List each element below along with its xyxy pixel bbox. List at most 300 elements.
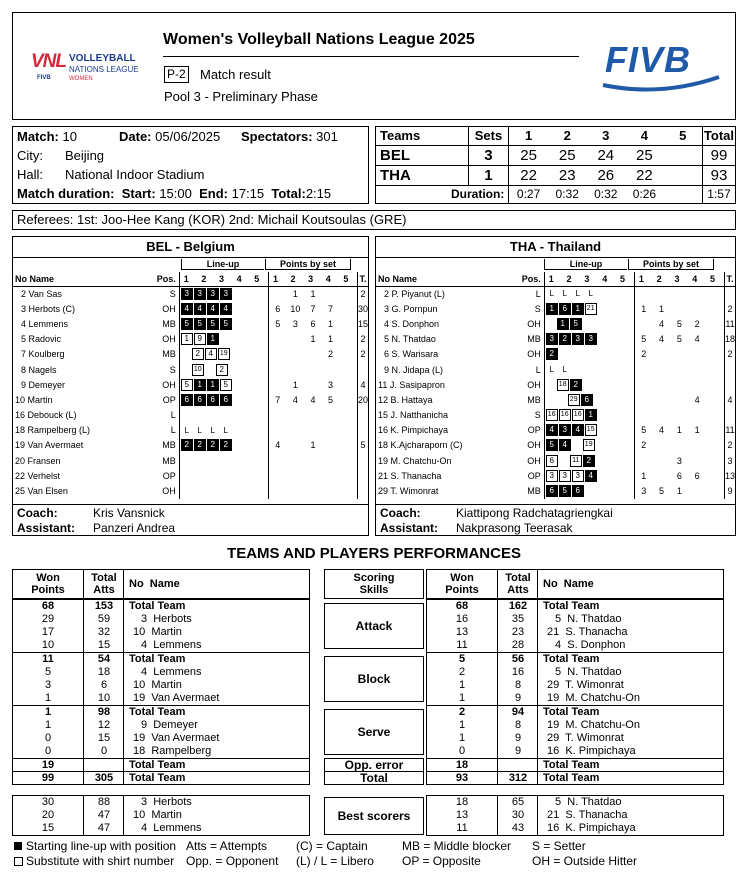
set-points	[339, 453, 357, 468]
set-points	[339, 301, 357, 316]
set-points	[634, 453, 652, 468]
col-divider	[497, 772, 498, 784]
player-name: 15 J. Natthanicha	[378, 410, 449, 421]
col-divider	[537, 759, 538, 771]
lineup-cells	[544, 316, 634, 331]
set-points	[706, 362, 724, 377]
fivb-logo-text: FIVB	[605, 39, 692, 80]
set-points: 5	[328, 394, 334, 405]
set-points: 2	[634, 438, 652, 453]
lineup-mark: 5	[220, 379, 232, 391]
set-points	[339, 316, 357, 331]
player-pos: MB	[162, 318, 176, 329]
set-points: 3	[676, 455, 682, 466]
player-name: 4 S. Donphon	[384, 318, 440, 329]
starter-position: 1	[207, 333, 219, 345]
set-points	[688, 483, 706, 498]
set-points	[268, 483, 286, 498]
lineup-cells	[179, 377, 268, 392]
scoring-skill: Opp. error	[324, 758, 424, 772]
col-divider	[497, 570, 498, 598]
header-won-l1: Won	[450, 572, 474, 584]
set-points: 1	[634, 468, 652, 483]
score-header-set2: 2	[548, 127, 587, 145]
col-pos: Pos.	[509, 272, 544, 286]
set-points: 6	[268, 301, 286, 316]
col-divider	[83, 570, 84, 598]
lineup-cells	[544, 392, 634, 407]
won-points: 0	[44, 745, 52, 757]
perf-row	[13, 732, 309, 745]
set-points: 1	[676, 486, 682, 497]
won-points: 3	[44, 679, 52, 691]
player-name: 16 K. Pimpichaya	[547, 745, 636, 757]
starter-position: 3	[181, 288, 193, 300]
starter-position: 2	[194, 439, 206, 451]
set-points	[653, 347, 671, 362]
date-label: Date:	[119, 129, 152, 144]
score-set	[664, 165, 703, 185]
perf-row	[427, 822, 723, 835]
performances-section	[12, 569, 736, 833]
col-divider	[537, 772, 538, 784]
player-row	[376, 453, 735, 468]
score-box	[375, 126, 736, 204]
player-total: 2	[357, 286, 368, 301]
perf-row	[13, 772, 309, 785]
player-name: 3 Herbots	[141, 796, 192, 808]
player-total: 13	[724, 468, 735, 483]
col-set-lineup: 1	[179, 272, 197, 286]
coach-row-bel	[13, 504, 368, 521]
set-points	[634, 316, 652, 331]
starter-position: 5	[546, 439, 558, 451]
lineup-cells	[179, 453, 268, 468]
won-points: 1	[458, 719, 466, 731]
set-points	[706, 316, 724, 331]
start-value: 15:00	[159, 186, 192, 201]
total-atts: 88	[97, 796, 111, 808]
scoring-skill: Attack	[324, 603, 424, 649]
set-points: 4	[310, 394, 316, 405]
set-points	[706, 332, 724, 347]
set-duration	[664, 185, 703, 203]
set-duration: 0:32	[594, 187, 618, 202]
player-name: 18 K.Ajcharaporn (C)	[378, 440, 463, 451]
player-pos: L	[535, 364, 541, 375]
player-pos: OP	[527, 470, 541, 481]
player-row	[376, 347, 735, 362]
total-atts: 23	[511, 626, 525, 638]
player-name: Total Team	[129, 653, 186, 665]
set-points: 3	[328, 379, 334, 390]
player-total: 11	[724, 316, 735, 331]
perf-team-block	[12, 771, 310, 785]
legend-item: MB = Middle blocker	[402, 839, 512, 853]
set-points	[287, 362, 305, 377]
lineup-mark: L	[549, 289, 554, 299]
won-points: 16	[455, 613, 469, 625]
player-name: Total Team	[543, 653, 600, 665]
set-points	[287, 468, 305, 483]
score-set	[664, 145, 703, 165]
set-points	[268, 332, 286, 347]
lineup-cells	[544, 453, 634, 468]
scoring-skill: Block	[324, 656, 424, 702]
set-points	[706, 392, 724, 407]
starter-position: 3	[572, 333, 584, 345]
col-divider	[123, 653, 124, 705]
player-pos: OH	[162, 303, 176, 314]
starter-position: 1	[546, 303, 558, 315]
lineup-mark: 16	[572, 409, 584, 421]
player-total: 11	[724, 423, 735, 438]
lineup-mark	[572, 440, 582, 450]
starter-position: 5	[194, 318, 206, 330]
set-points: 4	[694, 394, 700, 405]
player-name: Total Team	[543, 772, 600, 784]
assistant-name: Panzeri Andrea	[93, 521, 176, 535]
legend	[12, 839, 736, 869]
set-points: 5	[268, 316, 286, 331]
player-name: 29 T. Wimonrat	[547, 732, 624, 744]
col-no-name: No Name	[376, 272, 509, 286]
lineup-mark: 29	[568, 394, 580, 406]
set-points	[268, 362, 286, 377]
player-name: 21 S. Thanacha	[547, 809, 628, 821]
lineup-cells	[179, 332, 268, 347]
lineup-mark: 11	[570, 455, 582, 467]
score-total: 99	[702, 145, 735, 165]
total-atts: 12	[97, 719, 111, 731]
set-points	[706, 408, 724, 423]
won-points: 11	[42, 653, 54, 665]
legend-item: OP = Opposite	[402, 854, 481, 868]
set-points	[634, 377, 652, 392]
score-table	[376, 127, 735, 203]
match-duration-total: 1:57	[707, 187, 731, 202]
set-points	[634, 408, 652, 423]
assistant-label: Assistant:	[17, 521, 76, 535]
starter-position: 4	[546, 424, 558, 436]
player-row	[376, 468, 735, 483]
set-points	[339, 377, 357, 392]
player-pos: OH	[527, 349, 541, 360]
won-points: 17	[41, 626, 55, 638]
starter-position: 5	[570, 318, 582, 330]
total-atts: 35	[511, 613, 525, 625]
col-divider	[537, 600, 538, 652]
starter-position: 5	[559, 485, 571, 497]
score-header-teams: Teams	[376, 127, 468, 145]
set-points	[322, 483, 340, 498]
set-points: 1	[676, 425, 682, 436]
won-points: 1	[458, 732, 466, 744]
vnl-logo-fivb: FIVB	[37, 75, 51, 81]
set-points: 1	[659, 303, 665, 314]
player-total	[357, 362, 368, 377]
header-won-l2: Points	[445, 584, 479, 596]
set-points	[670, 408, 688, 423]
set-points	[339, 483, 357, 498]
set-points	[688, 438, 706, 453]
col-set-points: 1	[268, 272, 286, 286]
perf-row	[427, 613, 723, 626]
set-points	[688, 286, 706, 301]
set-points	[322, 408, 340, 423]
player-name: 19 M. Chatchu-On	[547, 692, 640, 704]
lineup-mark: 4	[205, 348, 217, 360]
perf-row	[427, 719, 723, 732]
col-divider	[497, 796, 498, 835]
won-points: 29	[41, 613, 55, 625]
set-points	[339, 408, 357, 423]
set-points	[304, 423, 322, 438]
header-box	[12, 12, 736, 120]
lineup-cells	[544, 408, 634, 423]
player-pos: OH	[162, 334, 176, 345]
match-line	[17, 129, 77, 144]
set-points	[706, 468, 724, 483]
col-set-points: 5	[339, 272, 357, 286]
won-points: 5	[44, 666, 52, 678]
set-points: 1	[328, 318, 334, 329]
total-atts: 16	[511, 666, 525, 678]
set-points	[304, 362, 322, 377]
player-total: 9	[724, 483, 735, 498]
won-points: 20	[41, 809, 55, 821]
total-atts: 9	[514, 692, 522, 704]
lineup-mark	[205, 365, 215, 375]
starter-position: 4	[559, 439, 571, 451]
set-points	[287, 408, 305, 423]
lineup-mark: L	[562, 364, 567, 374]
perf-row	[427, 745, 723, 758]
col-divider	[123, 796, 124, 835]
perf-team-block	[12, 705, 310, 759]
player-name: 16 K. Pimpichaya	[378, 425, 449, 436]
player-row	[13, 316, 368, 331]
lineup-mark	[546, 319, 556, 329]
start-label: Start:	[121, 186, 156, 201]
player-total: 2	[357, 347, 368, 362]
roster-group-header	[376, 258, 735, 272]
player-total: 4	[357, 377, 368, 392]
score-sets: 3	[468, 145, 509, 165]
legend-item: Starting line-up with position	[26, 839, 177, 853]
starter-position: 4	[585, 470, 597, 482]
col-set-lineup: 2	[197, 272, 215, 286]
player-total: 2	[724, 438, 735, 453]
player-total: 2	[724, 347, 735, 362]
set-points	[706, 483, 724, 498]
col-total: T.	[357, 272, 368, 286]
header-won-l1: Won	[36, 572, 60, 584]
col-divider	[497, 759, 498, 771]
set-points	[268, 286, 286, 301]
player-row	[376, 483, 735, 498]
perf-row	[13, 679, 309, 692]
roster-title-tha: THA - Thailand	[376, 237, 735, 258]
player-name: Total Team	[543, 600, 600, 612]
doc-code: P-2	[164, 66, 189, 83]
perf-row	[427, 796, 723, 809]
set-points	[304, 453, 322, 468]
lineup-mark: 16	[559, 409, 571, 421]
player-row	[376, 423, 735, 438]
total-atts: 8	[514, 679, 522, 691]
duration-label: Duration:	[376, 185, 509, 203]
player-name: 20 Fransen	[15, 455, 61, 466]
set-points	[688, 408, 706, 423]
player-name: 4 S. Donphon	[555, 639, 626, 651]
player-total	[357, 453, 368, 468]
set-points	[670, 362, 688, 377]
perf-row	[427, 732, 723, 745]
roster-table	[376, 272, 735, 499]
lineup-cells	[179, 423, 268, 438]
roster-group-header	[13, 258, 368, 272]
player-row	[13, 301, 368, 316]
lineup-mark: 2	[216, 364, 228, 376]
set-points: 2	[634, 347, 652, 362]
player-total: 5	[357, 438, 368, 453]
col-divider	[83, 706, 84, 758]
won-points: 30	[41, 796, 55, 808]
player-name: 18 Rampelberg (L)	[15, 425, 91, 436]
player-total: 18	[724, 332, 735, 347]
assistant-row-tha	[376, 520, 735, 536]
lineup-cells	[544, 468, 634, 483]
starter-position: 6	[546, 485, 558, 497]
perf-row	[427, 706, 723, 719]
player-name: 9 N. Jidapa (L)	[384, 364, 444, 375]
total-atts: 162	[508, 600, 528, 612]
col-set-lineup: 3	[215, 272, 233, 286]
perf-row	[13, 666, 309, 679]
starter-position: 2	[546, 348, 558, 360]
player-name: 5 Radovic	[21, 334, 62, 345]
player-pos: MB	[527, 394, 541, 405]
starter-position: 6	[220, 394, 232, 406]
lineup-cells	[544, 362, 634, 377]
header-won	[427, 572, 497, 596]
header-atts	[499, 572, 537, 596]
perf-team-block	[12, 599, 310, 653]
score-set: 26	[587, 165, 626, 185]
set-points: 7	[268, 392, 286, 407]
col-divider	[83, 600, 84, 652]
set-points	[304, 347, 322, 362]
set-points: 1	[292, 379, 298, 390]
player-name: Total Team	[129, 706, 186, 718]
set-points	[304, 377, 322, 392]
col-divider	[123, 600, 124, 652]
lineup-mark: L	[588, 289, 593, 299]
set-points: 1	[634, 301, 652, 316]
referees-text: Referees: 1st: Joo-Hee Kang (KOR) 2nd: Michail Koutsoulas (GRE)	[17, 212, 407, 227]
end-value: 17:15	[231, 186, 265, 201]
starter-position: 6	[572, 485, 584, 497]
spectators-line	[241, 129, 338, 144]
roster-column-header	[376, 272, 735, 286]
player-total: 15	[357, 316, 368, 331]
set-points	[268, 377, 286, 392]
player-pos: OH	[162, 486, 176, 497]
header-won	[13, 572, 83, 596]
set-points: 4	[659, 318, 665, 329]
player-pos: OH	[162, 379, 176, 390]
perf-row	[427, 600, 723, 613]
perf-row	[13, 600, 309, 613]
set-points	[706, 301, 724, 316]
total-atts: 9	[514, 732, 522, 744]
set-points	[268, 423, 286, 438]
assistant-row-bel	[13, 520, 368, 536]
perf-team-block	[426, 758, 724, 772]
player-row	[13, 483, 368, 498]
player-row	[13, 423, 368, 438]
perf-row	[13, 809, 309, 822]
total-atts: 94	[511, 706, 525, 718]
lineup-cells	[544, 377, 634, 392]
starter-position: 2	[181, 439, 193, 451]
perf-row	[13, 822, 309, 835]
perf-team-block	[426, 795, 724, 836]
player-name: 7 Koulberg	[21, 349, 65, 360]
player-pos: MB	[527, 486, 541, 497]
lineup-mark: 10	[192, 364, 204, 376]
perf-team-block	[426, 705, 724, 759]
player-total	[724, 377, 735, 392]
col-divider	[537, 796, 538, 835]
player-name: 16 K. Pimpichaya	[547, 822, 636, 834]
player-pos: OH	[527, 440, 541, 451]
set-points: 2	[694, 318, 700, 329]
set-duration: 0:27	[516, 187, 541, 202]
perf-header	[12, 569, 310, 599]
player-row	[13, 377, 368, 392]
legend-item: S = Setter	[532, 839, 586, 853]
set-points	[653, 438, 671, 453]
starter-position: 6	[194, 394, 206, 406]
set-points: 7	[328, 303, 334, 314]
set-points	[670, 392, 688, 407]
starter-position: 6	[559, 303, 571, 315]
starter-position: 3	[207, 288, 219, 300]
lineup-cells	[544, 332, 634, 347]
lineup-cells	[179, 438, 268, 453]
perf-team-block	[426, 652, 724, 706]
won-points: 15	[41, 822, 55, 834]
col-divider	[123, 570, 124, 598]
hall-value: National Indoor Stadium	[65, 167, 205, 182]
player-name: 10 Martin	[133, 626, 182, 638]
won-points: 68	[41, 600, 55, 612]
set-points	[670, 347, 688, 362]
set-points	[339, 362, 357, 377]
set-points	[653, 408, 671, 423]
starter-position: 4	[207, 303, 219, 315]
player-name: 8 Nagels	[21, 364, 57, 375]
player-name: 9 Demeyer	[21, 379, 66, 390]
starter-position: 3	[194, 288, 206, 300]
player-total: 2	[724, 301, 735, 316]
total-atts: 54	[97, 653, 111, 665]
lineup-mark	[546, 395, 556, 405]
player-pos: MB	[162, 349, 176, 360]
lineup-mark: L	[562, 289, 567, 299]
